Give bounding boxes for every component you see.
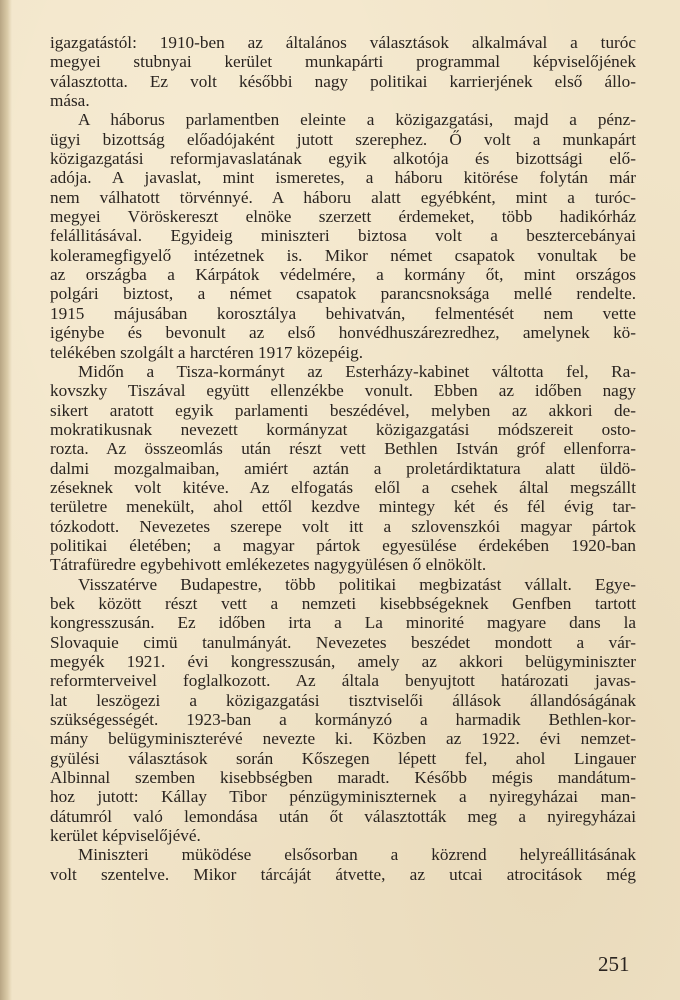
text-line: A háborus parlamentben eleinte a közigazgatási, majd a pénz- — [78, 110, 636, 130]
paragraph — [50, 845, 636, 884]
text-line: megyei stubnyai kerület munkapárti programmal képviselőjének — [50, 52, 636, 72]
text-line: mokratikusnak nevezett kormányzat közigazgatási módszereit osto- — [50, 419, 636, 439]
text-line: 1915 májusában korosztálya behivatván, felmentését nem vette — [50, 303, 636, 323]
text-line: Miniszteri müködése elsősorban a közrend helyreállitásának — [78, 845, 636, 865]
text-line: gyülési választások során Kőszegen lépett fel, ahol Lingauer — [50, 748, 636, 768]
text-line: bek között részt vett a nemzeti kisebbségeknek Genfben tartott — [50, 593, 636, 613]
text-line: felállitásával. Egyideig miniszteri biztosa volt a besztercebányai — [50, 226, 636, 246]
text-line: volt szentelve. Mikor tárcáját átvette, az utcai atrocitások még — [50, 864, 636, 884]
text-line: koleramegfigyelő intézetnek is. Mikor német csapatok vonultak be — [50, 245, 636, 265]
text-line: rozta. Az összeomlás után részt vett Bethlen István gróf ellenforra- — [50, 439, 636, 459]
text-line: Visszatérve Budapestre, több politikai megbizatást vállalt. Egye- — [78, 574, 636, 594]
text-line: kerület képviselőjévé. — [50, 826, 201, 846]
text-line: kongresszusán. Ez időben irta a La minorité magyare dans la — [50, 613, 636, 633]
text-line: közigazgatási reformjavaslatának egyik alkotója és bizottsági elő- — [50, 149, 636, 169]
paragraph — [50, 362, 636, 575]
text-line: szükségességét. 1923-ban a kormányzó a harmadik Bethlen-kor- — [50, 710, 636, 730]
text-line: ügyi bizottság előadójaként jutott szerephez. Ő volt a munkapárt — [50, 129, 636, 149]
text-line: kovszky Tiszával együtt ellenzékbe vonult. Ebben az időben nagy — [50, 381, 636, 401]
page-body-text — [50, 33, 636, 884]
text-line: Slovaquie cimü tanulmányát. Nevezetes beszédet mondott a vár- — [50, 632, 636, 652]
text-line: zéseknek volt kitéve. Az elfogatás elől a csehek által megszállt — [50, 477, 636, 497]
text-line: reformterveivel foglalkozott. Az általa benyujtott határozati javas- — [50, 671, 636, 691]
text-line: Albinnal szemben kisebbségben maradt. Később mégis mandátum- — [50, 768, 636, 788]
text-line: nem válhatott törvénnyé. A háboru alatt egyébként, mint a turóc- — [50, 187, 636, 207]
text-line: Midőn a Tisza-kormányt az Esterházy-kabinet váltotta fel, Ra- — [78, 361, 636, 381]
page-number: 251 — [598, 952, 630, 976]
text-line: sikert aratott egyik parlamenti beszédével, melyben az akkori de- — [50, 400, 636, 420]
text-line: mány belügyminiszterévé nevezte ki. Közben az 1922. évi nemzet- — [50, 729, 636, 749]
text-line: adója. A javaslat, mint ismeretes, a háboru kitörése folytán már — [50, 168, 636, 188]
text-line: igazgatástól: 1910-ben az általános választások alkalmával a turóc — [50, 33, 636, 52]
text-line: hoz jutott: Kállay Tibor pénzügyminiszternek a nyiregyházai man- — [50, 787, 636, 807]
text-line: mása. — [50, 91, 90, 111]
text-line: dátumról való lemondása után őt választották meg a nyiregyházai — [50, 806, 636, 826]
text-line: igénybe és bevonult az első honvédhuszárezredhez, amelynek kö- — [50, 323, 636, 343]
page-binding-edge — [0, 0, 12, 1000]
text-line: az országba a Kárpátok védelmére, a kormány őt, mint országos — [50, 265, 636, 285]
text-line: megyék 1921. évi kongresszusán, amely az akkori belügyminiszter — [50, 652, 636, 671]
paragraph — [50, 575, 636, 846]
paragraph — [50, 33, 636, 110]
text-line: politikai életében; a magyar pártok egyesülése érdekében 1920-ban — [50, 535, 636, 555]
text-line: dalmi mozgalmaiban, amiért aztán a proletárdiktatura alatt üldö- — [50, 458, 636, 478]
text-line: telékében szolgált a harctéren 1917 közepéig. — [50, 342, 364, 362]
text-line: Tátrafüredre egybehivott emlékezetes nagygyülésen ő elnökölt. — [50, 555, 487, 575]
text-line: választotta. Ez volt későbbi nagy politikai karrierjének első állo- — [50, 71, 636, 91]
text-line: tózkodott. Nevezetes szerepe volt itt a szlovenszkói magyar pártok — [50, 516, 636, 536]
text-line: polgári biztost, a német csapatok parancsnoksága mellé rendelte. — [50, 284, 636, 304]
paragraph — [50, 110, 636, 361]
text-line: területre menekült, ahol ettől kezdve mintegy két és fél évig tar- — [50, 497, 636, 517]
text-line: lat leszögezi a közigazgatási tisztviselői állások állandóságának — [50, 690, 636, 710]
text-line: megyei Vöröskereszt elnöke szerzett érdemeket, több hadikórház — [50, 207, 636, 227]
